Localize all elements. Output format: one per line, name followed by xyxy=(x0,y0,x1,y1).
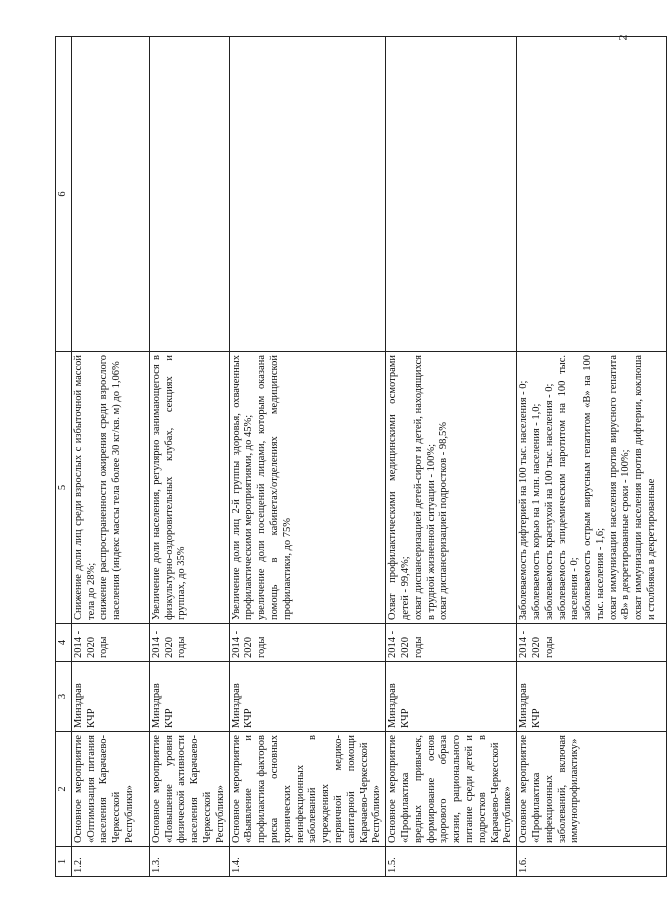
header-cell: 5 xyxy=(56,352,72,624)
row-number: 1.5. xyxy=(386,847,517,877)
measure-name: Основное мероприятие «Выявление и профилактика факторов риска основных хронических неинфекционных заболеваний в учреждениях первичной медико-санитарной помощи Карачаево-Черкесской Республики» xyxy=(229,732,386,847)
results-cell xyxy=(229,352,386,624)
period: 2014 - 2020 годы xyxy=(386,624,517,662)
period: 2014 - 2020 годы xyxy=(149,624,229,662)
table-row xyxy=(149,37,229,877)
result-line: Охват профилактическими медицинскими осмотрами детей - 99,4%; xyxy=(387,355,411,620)
results-cell xyxy=(386,352,517,624)
col6-cell xyxy=(71,37,149,352)
measure-name: Основное мероприятие «Повышение уровня физической активности населения Карачаево-Черкесской Республики» xyxy=(149,732,229,847)
result-line: Увеличение доли населения, регулярно занимающегося в физкультурно-оздоровительных клубах, секциях и группах, до 35% xyxy=(150,355,188,620)
period: 2014 - 2020 годы xyxy=(517,624,667,662)
row-number: 1.4. xyxy=(229,847,386,877)
result-line: охват диспансеризацией детей-сирот и детей, находящихся в трудной жизненной ситуации - 100%; xyxy=(412,355,437,620)
header-cell: 6 xyxy=(56,37,72,352)
period: 2014 - 2020 годы xyxy=(229,624,386,662)
result-line: заболеваемость краснухой на 100 тыс. населения - 0; xyxy=(543,383,555,620)
result-line: снижение распространенности ожирения среди взрослого населения (индекс массы тела более 30 кг/кв. м) до 1,06% xyxy=(98,355,123,620)
result-line: увеличение доли посещений лицами, которым оказана помощь в кабинетах/отделениях медицинской профилактики, до 75% xyxy=(256,355,293,620)
header-cell: 3 xyxy=(56,662,72,732)
col6-cell xyxy=(386,37,517,352)
executor: Минздрав КЧР xyxy=(229,662,386,732)
result-line: Снижение доли лиц среди взрослых с избыточной массой тела до 28%; xyxy=(72,355,97,620)
col6-cell xyxy=(149,37,229,352)
result-line: заболеваемость эпидемическим паротитом на 100 тыс. населения - 0; xyxy=(556,355,581,620)
table-row xyxy=(71,37,149,877)
header-cell: 1 xyxy=(56,847,72,877)
result-line: охват иммунизации населения против вирусного гепатита «В» в декретированные сроки - 100%; xyxy=(607,355,632,620)
result-line: Увеличение доли лиц 2-й группы здоровья, охваченных профилактическими мероприятиями, до 45%; xyxy=(230,355,255,620)
executor: Минздрав КЧР xyxy=(149,662,229,732)
result-line: охват диспансеризацией подростков - 98,5% xyxy=(438,421,450,620)
measure-name: Основное мероприятие «Профилактика вредных привычек, формирование основ здорового образа жизни, рационального питание среди детей и подростков в Карачаево-Черкесской Республике» xyxy=(386,732,517,847)
header-cell: 4 xyxy=(56,624,72,662)
row-number: 1.6. xyxy=(517,847,667,877)
table-row xyxy=(517,37,667,877)
result-line: охват иммунизации населения против дифтерии, коклюша и столбняка в декретированные xyxy=(633,355,658,620)
col6-cell xyxy=(229,37,386,352)
results-cell xyxy=(149,352,229,624)
rotated-sheet xyxy=(55,37,658,877)
measure-name: Основное мероприятие «Профилактика инфекционных заболеваний, включая иммунопрофилактику» xyxy=(517,732,667,847)
table-row xyxy=(386,37,517,877)
result-line: заболеваемость острым вирусным гепатитом «В» на 100 тыс. населения - 1,6; xyxy=(582,355,606,620)
table-row xyxy=(229,37,386,877)
executor: Минздрав КЧР xyxy=(517,662,667,732)
results-cell xyxy=(71,352,149,624)
row-number: 1.3. xyxy=(149,847,229,877)
row-number: 1.2. xyxy=(71,847,149,877)
result-line: Заболеваемость дифтерией на 100 тыс. населения - 0; xyxy=(518,380,530,620)
page-number: 2 xyxy=(615,34,630,41)
header-row xyxy=(56,37,72,877)
executor: Минздрав КЧР xyxy=(386,662,517,732)
col6-cell xyxy=(517,34,667,352)
result-line: заболеваемость корью на 1 млн. населения - 1,0; xyxy=(530,403,542,620)
measure-name: Основное мероприятие «Оптимизация питания населения Карачаево-Черкесской Республики» xyxy=(71,732,149,847)
header-cell: 2 xyxy=(56,732,72,847)
period: 2014 - 2020 годы xyxy=(71,624,149,662)
results-cell xyxy=(517,352,667,624)
executor: Минздрав КЧР xyxy=(71,662,149,732)
measures-table xyxy=(55,36,667,877)
